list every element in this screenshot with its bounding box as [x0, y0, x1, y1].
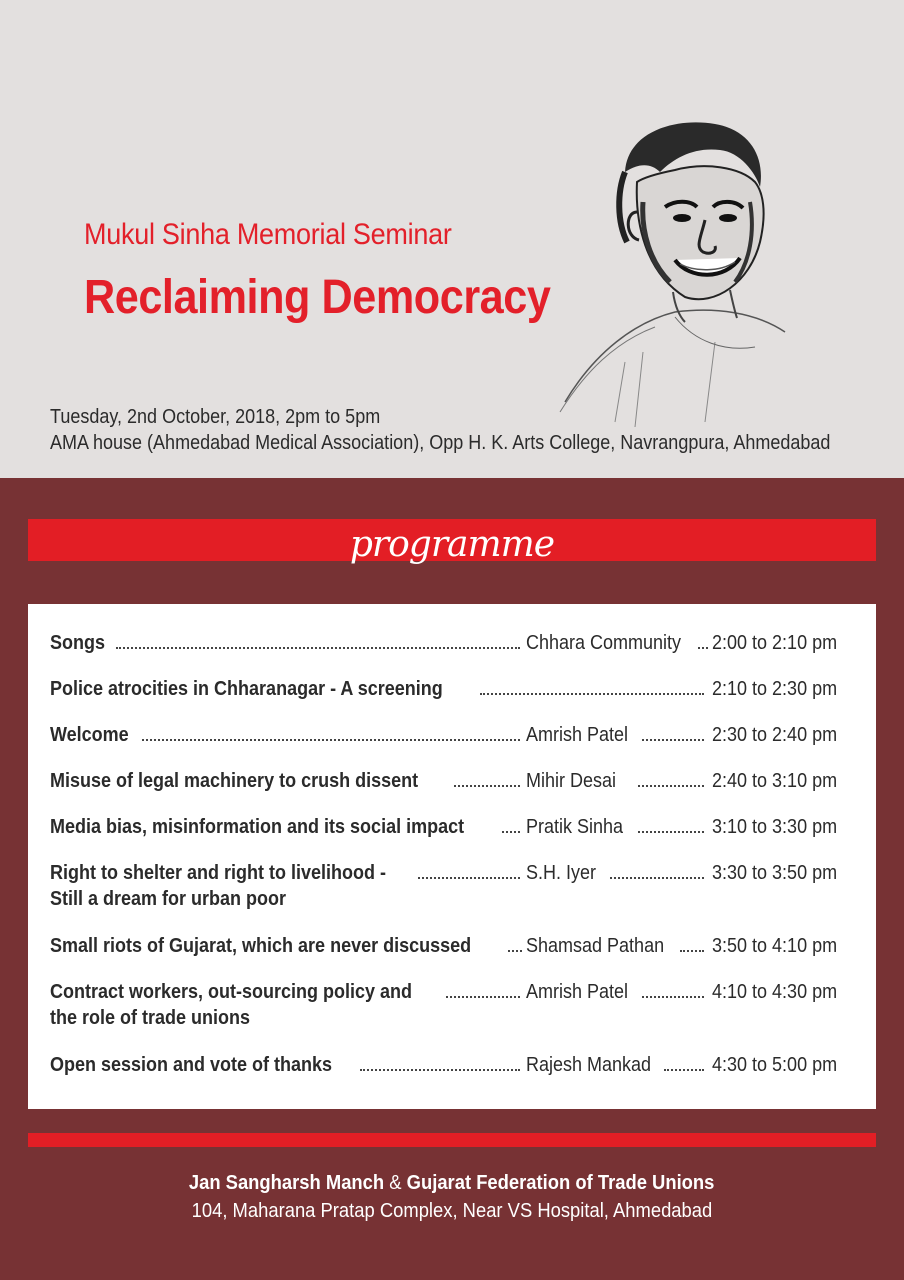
programme-row: [50, 770, 860, 794]
programme-heading: programme: [349, 524, 555, 565]
row-topic: Right to shelter and right to livelihood -: [50, 862, 386, 884]
row-topic: Police atrocities in Chharanagar - A screening: [50, 678, 443, 700]
row-time: 2:10 to 2:30 pm: [712, 678, 838, 700]
row-topic: Welcome: [50, 724, 129, 746]
programme-row: [50, 816, 860, 840]
organizer-gujarat-federation: Gujarat Federation of Trade Unions: [407, 1172, 715, 1194]
organizer-jan-sangharsh-manch: Jan Sangharsh Manch: [189, 1172, 385, 1194]
row-topic: Misuse of legal machinery to crush dissent: [50, 770, 419, 792]
programme-row: [50, 935, 860, 959]
row-speaker: Amrish Patel: [526, 981, 629, 1003]
row-topic: Small riots of Gujarat, which are never discussed: [50, 935, 472, 957]
row-speaker: S.H. Iyer: [526, 862, 597, 884]
row-leader-dots: [610, 877, 704, 879]
row-leader-dots: [664, 1069, 704, 1071]
programme-row: [50, 724, 860, 748]
row-time: 2:00 to 2:10 pm: [712, 632, 838, 654]
row-topic: Contract workers, out-sourcing policy and: [50, 981, 413, 1003]
row-leader-dots: [142, 739, 520, 741]
row-leader-dots: [680, 950, 704, 952]
row-leader-dots: [480, 693, 704, 695]
row-time: 3:10 to 3:30 pm: [712, 816, 838, 838]
row-leader-dots: [454, 785, 520, 787]
row-leader-dots: [116, 647, 520, 649]
event-date: Tuesday, 2nd October, 2018, 2pm to 5pm: [50, 406, 381, 428]
row-leader-dots: [638, 831, 704, 833]
row-speaker: Amrish Patel: [526, 724, 629, 746]
row-time: 4:30 to 5:00 pm: [712, 1054, 838, 1076]
programme-row: [50, 862, 860, 914]
row-leader-dots: [642, 739, 704, 741]
row-topic-continued: Still a dream for urban poor: [50, 888, 287, 910]
portrait-sketch-image: [555, 112, 795, 432]
row-topic: Open session and vote of thanks: [50, 1054, 333, 1076]
organizer-address: [0, 1200, 904, 1223]
row-leader-dots: [502, 831, 520, 833]
row-speaker: Mihir Desai: [526, 770, 617, 792]
programme-row: [50, 632, 860, 656]
row-leader-dots: [360, 1069, 520, 1071]
programme-row: [50, 981, 860, 1033]
row-leader-dots: [446, 996, 520, 998]
row-speaker: Shamsad Pathan: [526, 935, 665, 957]
row-time: 3:30 to 3:50 pm: [712, 862, 838, 884]
row-time: 2:40 to 3:10 pm: [712, 770, 838, 792]
programme-row: [50, 1054, 860, 1078]
row-time: 3:50 to 4:10 pm: [712, 935, 838, 957]
address-text: 104, Maharana Pratap Complex, Near VS Hospital, Ahmedabad: [191, 1200, 713, 1222]
row-speaker: Pratik Sinha: [526, 816, 624, 838]
row-speaker: Chhara Community: [526, 632, 682, 654]
event-venue: AMA house (Ahmedabad Medical Association), Opp H. K. Arts College, Navrangpura, Ahmedabad: [50, 432, 831, 454]
row-leader-dots: [418, 877, 520, 879]
seminar-subtitle: Mukul Sinha Memorial Seminar: [84, 218, 452, 251]
row-speaker: Rajesh Mankad: [526, 1054, 652, 1076]
row-leader-dots: [508, 950, 522, 952]
row-topic: Songs: [50, 632, 106, 654]
footer-divider-band: [28, 1133, 876, 1147]
row-topic-continued: the role of trade unions: [50, 1007, 251, 1029]
organizers-line: [0, 1172, 904, 1195]
row-topic: Media bias, misinformation and its social impact: [50, 816, 465, 838]
row-leader-dots: [698, 647, 708, 649]
seminar-title: Reclaiming Democracy: [84, 271, 551, 324]
row-leader-dots: [638, 785, 704, 787]
row-time: 2:30 to 2:40 pm: [712, 724, 838, 746]
programme-row: [50, 678, 860, 702]
row-leader-dots: [642, 996, 704, 998]
organizer-ampersand: &: [389, 1172, 402, 1194]
row-time: 4:10 to 4:30 pm: [712, 981, 838, 1003]
